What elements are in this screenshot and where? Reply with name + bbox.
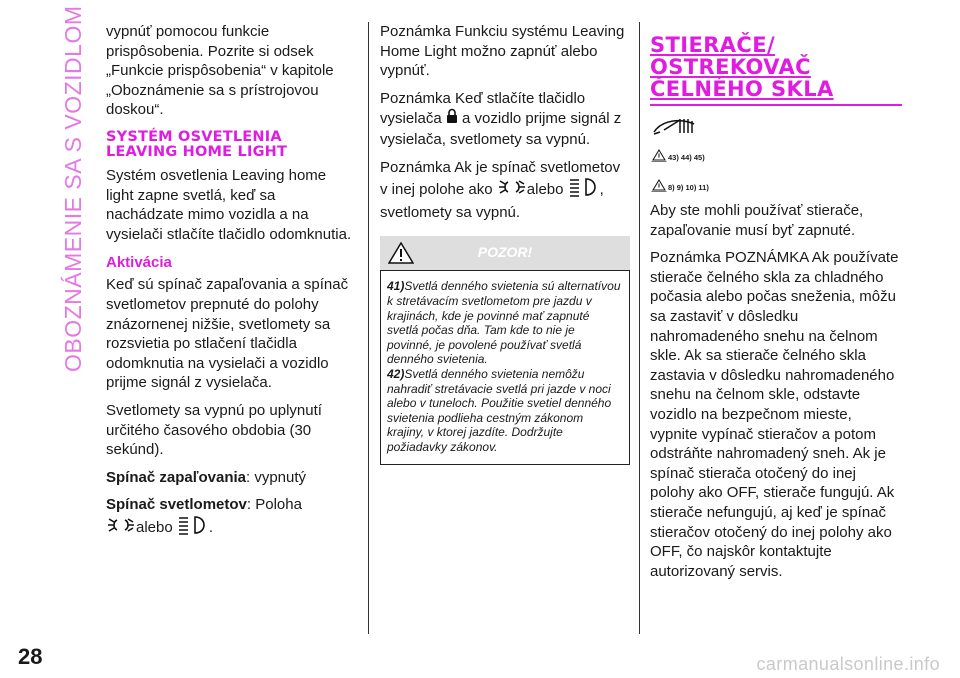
parking-lights-icon xyxy=(106,516,136,540)
lights-value: : Poloha xyxy=(246,496,302,514)
warning-41-number: 41) xyxy=(387,279,405,294)
section-heading-wipers: STIERAČE/ OSTREKOVAČ ČELNÉHO SKLA xyxy=(650,33,834,101)
note-2-end: a vozidlo prijme signál z vysielača, svetlomety sa vypnú. xyxy=(380,110,622,148)
warning-42-text: Svetlá denného svietenia nemôžu nahradiť stretávacie svetlá pri jazde v noci alebo v tuneloch. Použitie svetiel denného svietenia podlieha cestným zákonom krajiny, v ktorej jazdíte. Dodržujte požiadavky zákonov. xyxy=(387,366,612,454)
column-3 xyxy=(650,22,902,589)
note-2 xyxy=(380,89,630,150)
system-paragraph: Systém osvetlenia Leaving home light zapne svetlá, keď sa nachádzate mimo vozidla a na vysielači stlačíte tlačidlo odomknutia. xyxy=(106,166,352,243)
footer-watermark: carmanualsonline.info xyxy=(756,654,940,674)
lights-label: Spínač svetlometov xyxy=(106,496,247,514)
warning-41 xyxy=(387,279,623,367)
intro-paragraph: vypnúť pomocou funkcie prispôsobenia. Pozrite si odsek „Funkcie prispôsobenia“ v kapitole „Oboznámenie sa s prístrojovou doskou“. xyxy=(106,23,334,119)
warning-box xyxy=(380,270,630,465)
washer-wiper-icon xyxy=(650,116,902,141)
lights-or: alebo xyxy=(136,518,173,536)
column-divider xyxy=(368,22,369,634)
ignition-value: : vypnutý xyxy=(246,468,307,486)
ref-line-2-text: 8) 9) 10) 11) xyxy=(668,182,709,192)
parking-lights-icon xyxy=(497,178,527,202)
note-3 xyxy=(380,158,630,223)
column-1 xyxy=(106,22,356,548)
page-number: 28 xyxy=(18,644,43,669)
chapter-side-title xyxy=(60,5,86,380)
warning-label: POZOR! xyxy=(477,244,533,261)
lights-switch-line xyxy=(106,495,356,540)
lock-icon xyxy=(446,108,458,130)
chapter-side-title-text: OBOZNÁMENIE SA S VOZIDLOM xyxy=(60,5,86,372)
section-heading-leaving-home: SYSTÉM OSVETLENIA LEAVING HOME LIGHT xyxy=(106,128,288,160)
note-2-start: Poznámka Keď stlačíte tlačidlo vysielača xyxy=(380,89,586,128)
warning-42 xyxy=(387,367,623,455)
ref-line-1-text: 43) 44) 45) xyxy=(668,152,705,162)
lights-end: . xyxy=(208,518,214,536)
note-3-or: alebo xyxy=(526,180,564,198)
note-3-start: Poznámka Ak je spínač svetlometov v inej polohe ako xyxy=(380,158,621,198)
ignition-label: Spínač zapaľovania xyxy=(106,468,246,486)
book-warning-icon xyxy=(650,149,668,165)
warning-41-text: Svetlá denného svietenia sú alternatívou k stretávacím svetlometom pre jazdu v krajinách, kde je povinné mať zapnuté svetlá počas dňa. Tam kde to nie je povinné, je povolené používať svetlá denného svietenia. xyxy=(387,279,621,367)
heading-underline xyxy=(650,104,902,106)
column-divider xyxy=(639,22,640,634)
book-warning-icon xyxy=(650,179,668,195)
column-2 xyxy=(380,22,630,465)
low-beam-icon xyxy=(177,515,209,541)
ignition-line xyxy=(106,468,356,488)
wiper-paragraph-1: Aby ste mohli používať stierače, zapaľovanie musí byť zapnuté. xyxy=(650,202,864,239)
wiper-paragraph-2: Poznámka POZNÁMKA Ak používate stierače čelného skla za chladného počasia alebo počas sneženia, môžu sa zastaviť v dôsledku nahromadeného snehu na čelnom skle. Ak sa stierače čelného skla zastavia v dôsledku nahromadeného snehu na čelnom skle, odstavte vozidlo na bezpečnom mieste, vypnite vypínač stieračov a potom odstráňte nahromadený sneh. Ak je spínač stierača otočený do inej polohy ako OFF, stierače fungujú. Ak stierače nefungujú, aj keď je spínač stieračov otočený do inej polohy ako OFF, čo najskôr kontaktujte autorizovaný servis. xyxy=(650,249,899,580)
activation-subheading: Aktivácia xyxy=(106,254,172,272)
activation-paragraph: Keď sú spínač zapaľovania a spínač svetlometov prepnuté do polohy znázornenej nižšie, svetlomety sa rozsvietia po stlačení tlačidla odomknutia na vysielači a vozidlo prijme signál z vysielača. xyxy=(106,276,349,392)
note-1: Poznámka Funkciu systému Leaving Home Light možno zapnúť alebo vypnúť. xyxy=(380,23,625,80)
warning-banner xyxy=(380,236,630,270)
lights-off-paragraph: Svetlomety sa vypnú po uplynutí určitého časového obdobia (30 sekúnd). xyxy=(106,401,322,459)
note-3-end: , svetlomety sa vypnú. xyxy=(380,180,604,221)
ref-line-2 xyxy=(650,179,902,195)
warning-42-number: 42) xyxy=(387,366,405,381)
low-beam-icon xyxy=(568,177,600,203)
ref-line-1 xyxy=(650,149,902,165)
